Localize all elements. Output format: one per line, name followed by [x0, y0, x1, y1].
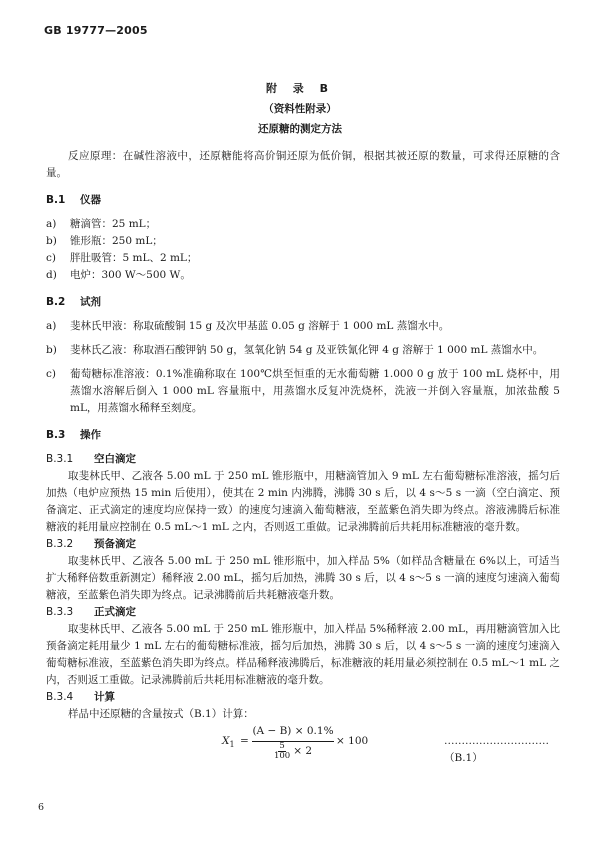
subsection-number: B.3.2	[46, 538, 74, 550]
appendix-title: 还原糖的测定方法	[258, 123, 342, 135]
item-label: c)	[46, 252, 56, 264]
subsection-number: B.3.4	[46, 691, 74, 703]
item-label: a)	[46, 320, 57, 332]
subsection-b33-text: 取斐林氏甲、乙液各 5.00 mL 于 250 mL 锥形瓶中，加入样品 5%稀释液 2.00 mL，再用糖滴管加入比预备滴定耗用量少 1 mL 左右的葡萄糖标准液，摇匀后加热，沸腾 30 s 后，以 4 s～5 s 一滴的速度匀速滴入葡萄糖标准液，至蓝紫色消失即为终点。样品稀释液沸腾后，标准糖液的耗用量必须控制在 0.5 mL～1 mL 之内，否则返工重做。记录沸腾前后共耗用标准糖液的毫升数。	[46, 623, 560, 686]
item-text: 斐林氏甲液：称取硫酸铜 15 g 及次甲基蓝 0.05 g 溶解于 1 000 mL 蒸馏水中。	[70, 320, 450, 332]
formula-subscript: 1	[229, 740, 235, 750]
denominator-fraction	[274, 742, 290, 762]
item-text: 锥形瓶：250 mL；	[70, 235, 163, 247]
item-text: 胖肚吸管：5 mL、2 mL；	[70, 252, 198, 264]
item-text: 电炉：300 W～500 W。	[70, 269, 191, 281]
section-number: B.1	[46, 194, 66, 206]
formula-tail: × 100	[336, 735, 369, 747]
subsection-b32-text: 取斐林氏甲、乙液各 5.00 mL 于 250 mL 锥形瓶中，加入样品 5%（如样品含糖量在 6%以上，可适当扩大稀释倍数重新测定）稀释液 2.00 mL，摇匀后加热，沸腾 30 s 后，以 4 s～5 s 一滴的速度匀速滴入葡萄糖液，至蓝紫色消失即为终点。记录沸腾前后共耗糖液毫升数。	[46, 555, 560, 601]
item-text: 斐林氏乙液：称取酒石酸钾钠 50 g，氢氧化钠 54 g 及亚铁氰化钾 4 g 溶解于 1 000 mL 蒸馏水中。	[70, 344, 544, 356]
section-title: 操作	[80, 429, 101, 441]
subsection-title: 预备滴定	[94, 538, 136, 550]
subsection-number: B.3.3	[46, 606, 74, 618]
section-title: 试剂	[80, 296, 101, 308]
appendix-type: （资料性附录）	[263, 103, 337, 115]
list-item	[46, 318, 560, 335]
formula-reference: …………………………（B.1）	[444, 735, 549, 764]
list-item	[46, 250, 560, 267]
denominator-multiplier: × 2	[293, 745, 313, 758]
formula-lhs	[222, 733, 235, 752]
section-number: B.3	[46, 429, 66, 441]
denominator-fraction-bottom: 100	[273, 751, 291, 762]
standard-code: GB 19777—2005	[44, 24, 148, 37]
formula-variable: X	[222, 735, 230, 747]
item-text: 葡萄糖标准溶液：0.1%准确称取在 100℃烘至恒重的无水葡萄糖 1.000 0 g 放于 100 mL 烧杯中，用蒸馏水溶解后倒入 1 000 mL 容量瓶中，用蒸馏水反复冲洗烧杯，洗液一并倒入容量瓶，加浓盐酸 5 mL，用蒸馏水稀释至刻度。	[70, 368, 560, 414]
item-label: a)	[46, 218, 57, 230]
document-body	[46, 148, 560, 763]
formula-numerator: (A − B) × 0.1%	[252, 723, 334, 742]
formula-denominator	[252, 742, 334, 762]
item-label: c)	[46, 368, 56, 380]
formula-b1	[46, 723, 560, 763]
subsection-b34-text: 样品中还原糖的含量按式（B.1）计算：	[68, 708, 254, 720]
subsection-title: 空白滴定	[94, 453, 136, 465]
item-text: 糖滴管：25 mL；	[70, 218, 157, 230]
item-label: b)	[46, 235, 57, 247]
subsection-title: 计算	[94, 691, 115, 703]
section-number: B.2	[46, 296, 66, 308]
formula-equals: =	[240, 735, 249, 747]
principle-paragraph: 反应原理：在碱性溶液中，还原糖能将高价铜还原为低价铜，根据其被还原的数量，可求得还原糖的含量。	[46, 150, 560, 179]
section-title: 仪器	[80, 194, 101, 206]
subsection-b31-heading	[46, 451, 560, 468]
section-b1-heading	[46, 192, 560, 209]
subsection-b34-heading	[46, 689, 560, 706]
subsection-b33-heading	[46, 604, 560, 621]
item-label: b)	[46, 344, 57, 356]
list-item	[46, 216, 560, 233]
item-label: d)	[46, 269, 57, 281]
subsection-title: 正式滴定	[94, 606, 136, 618]
section-b2-heading	[46, 294, 560, 311]
formula-fraction	[252, 723, 334, 762]
denominator-fraction-top: 5	[279, 741, 285, 751]
list-item	[46, 233, 560, 250]
section-b3-heading	[46, 427, 560, 444]
list-item	[46, 342, 560, 359]
subsection-b31-text: 取斐林氏甲、乙液各 5.00 mL 于 250 mL 锥形瓶中，用糖滴管加入 9 mL 左右葡萄糖标准溶液，摇匀后加热（电炉应预热 15 min 后使用），使其在 2 min 内沸腾，沸腾 30 s 后，以 4 s～5 s 一滴（空白滴定、预备滴定、正式滴定的速度均应保持一致）的速度匀速滴入葡萄糖液，至蓝紫色消失即为终点。溶液沸腾后标准糖液的耗用量应控制在 0.5 mL～1 mL 之内，否则返工重做。记录沸腾前后共耗用标准糖液的毫升数。	[46, 470, 560, 533]
list-item	[46, 267, 560, 284]
subsection-number: B.3.1	[46, 453, 74, 465]
page-number: 6	[38, 802, 45, 813]
subsection-b32-heading	[46, 536, 560, 553]
list-item	[46, 366, 560, 417]
appendix-label: 附 录 B	[265, 82, 335, 95]
